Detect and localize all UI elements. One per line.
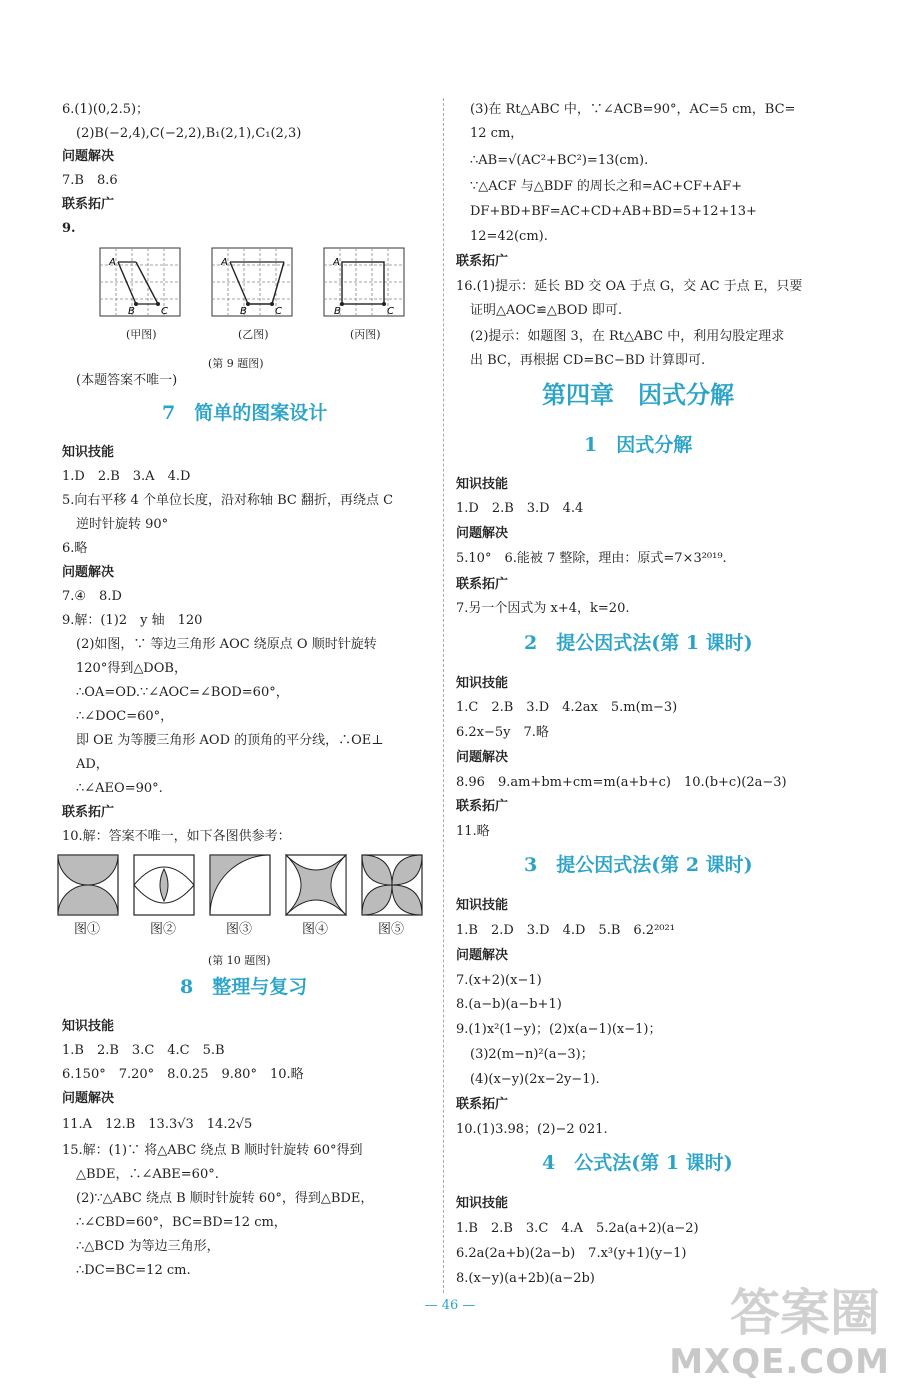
answer-5: 5.向右平移 4 个单位长度，沿对称轴 BC 翻折，再绕点 C [62, 493, 394, 508]
answer-15-part3-l4: ∵△ACF 与△BDF 的周长之和=AC+CF+AF+ [470, 179, 743, 194]
answer-r3-9-l3: (4)(x−y)(2x−2y−1). [470, 1072, 600, 1087]
answer-9-part2: (2)如图，∵ 等边三角形 AOC 绕原点 O 顺时针旋转 [76, 637, 377, 652]
fig9-label-jia: (甲图) [126, 328, 157, 341]
answer-16-l4: 出 BC，再根据 CD=BC−BD 计算即可. [470, 353, 706, 368]
answer-9-line4: ∴OA=OD.∵∠AOC=∠BOD=60°， [76, 685, 289, 700]
heading-knowledge-2: 知识技能 [62, 1019, 115, 1034]
answer-r2-11: 11.略 [456, 824, 490, 839]
svg-text:A: A [109, 257, 116, 268]
watermark-url: MXQE.COM [669, 1342, 890, 1382]
answer-15-part3-l6: 12=42(cm). [470, 229, 548, 244]
answers-r4-1-5: 1.B 2.B 3.C 4.A 5.2a(a+2)(a−2) [456, 1221, 699, 1236]
heading-problem-solving: 问题解决 [62, 149, 115, 164]
section-4-title: 4 公式法(第 1 课时) [542, 1152, 733, 1174]
pattern-2 [134, 855, 194, 915]
answer-9-line6: 即 OE 为等腰三角形 AOD 的顶角的平分线，∴OE⊥ [76, 733, 384, 748]
heading-knowledge: 知识技能 [62, 445, 115, 460]
pattern-3 [210, 855, 270, 915]
section-3-title: 3 提公因式法(第 2 课时) [524, 854, 753, 876]
answer-10: 10.解：答案不唯一，如下各图供参考： [62, 829, 291, 844]
svg-text:A: A [333, 257, 340, 268]
page-number: — 46 — [424, 1298, 476, 1313]
fig10-label-1: 图① [74, 922, 101, 937]
section-8-title: 8 整理与复习 [180, 976, 308, 998]
answer-r3-8: 8.(a−b)(a−b+1) [456, 997, 562, 1012]
answer-r3-10: 10.(1)3.98；(2)−2 021. [456, 1122, 608, 1137]
answer-15-part3-l3: ∴AB=√(AC²+BC²)=13(cm). [470, 153, 649, 168]
section-2-title: 2 提公因式法(第 1 课时) [524, 632, 753, 654]
svg-text:B: B [128, 306, 135, 317]
heading-knowledge-r2: 知识技能 [456, 676, 509, 691]
heading-knowledge-r4: 知识技能 [456, 1196, 509, 1211]
section-1-title: 1 因式分解 [584, 434, 693, 456]
answers-1-5: 1.B 2.B 3.C 4.C 5.B [62, 1043, 225, 1058]
svg-text:C: C [161, 306, 168, 317]
svg-text:C: C [275, 306, 282, 317]
answer-9-line7: AD， [76, 757, 109, 772]
heading-problem-solving-r1: 问题解决 [456, 526, 509, 541]
answer-16-l2: 证明△AOC≌△BOD 即可. [470, 303, 623, 318]
answer-r-7: 7.另一个因式为 x+4，k=20. [456, 601, 630, 616]
fig10-caption: (第 10 题图) [208, 954, 271, 967]
grid-bing [324, 248, 404, 317]
answer-r3-9: 9.(1)x²(1−y)；(2)x(a−1)(x−1)； [456, 1022, 662, 1037]
answer-6-part2: (2)B(−2,4),C(−2,2),B₁(2,1),C₁(2,3) [76, 126, 302, 141]
answer-16-l3: (2)提示：如题图 3，在 Rt△ABC 中，利用勾股定理求 [470, 329, 785, 344]
answer-15-line5: ∴△BCD 为等边三角形， [76, 1239, 220, 1254]
answer-9-line5: ∴∠DOC=60°， [76, 709, 174, 724]
answers-r2-8-10: 8.96 9.am+bm+cm=m(a+b+c) 10.(b+c)(2a−3) [456, 775, 787, 790]
answer-15-line2: △BDE，∴∠ABE=60°. [76, 1167, 219, 1182]
answer-15-line3: (2)∵△ABC 绕点 B 顺时针旋转 60°，得到△BDE， [76, 1191, 374, 1206]
answers-r2-6-7: 6.2x−5y 7.略 [456, 725, 549, 740]
fig9-label-bing: (丙图) [350, 328, 381, 341]
heading-extension-r4: 联系拓广 [456, 1097, 509, 1112]
svg-text:A: A [221, 257, 228, 268]
answer-9-line3: 120°得到△DOB， [76, 661, 187, 676]
answers-1-4: 1.D 2.B 3.A 4.D [62, 469, 191, 484]
heading-problem-solving-r3: 问题解决 [456, 948, 509, 963]
heading-extension: 联系拓广 [62, 197, 115, 212]
fig9-caption: (第 9 题图) [208, 357, 264, 370]
answer-9-line8: ∴∠AEO=90°. [76, 781, 163, 796]
pattern-1 [58, 855, 118, 915]
answer-15-line4: ∴∠CBD=60°，BC=BD=12 cm， [76, 1215, 287, 1230]
fig10-label-3: 图③ [226, 922, 253, 937]
chapter-title: 第四章 因式分解 [542, 380, 734, 409]
answer-15-part3-l5: DF+BD+BF=AC+CD+AB+BD=5+12+13+ [470, 204, 757, 219]
answers-7-8: 7.B 8.6 [62, 173, 118, 188]
pattern-5 [362, 855, 422, 915]
answer-r3-9-l2: (3)2(m−n)²(a−3)； [470, 1047, 594, 1062]
answer-15-part3-l2: 12 cm， [470, 126, 524, 141]
answer-6b: 6.略 [62, 541, 88, 556]
answer-5-cont: 逆时针旋转 90° [76, 517, 169, 532]
heading-extension-r3: 联系拓广 [456, 799, 509, 814]
figure-10-patterns [56, 853, 436, 918]
grid-jia [100, 248, 180, 317]
grid-yi [212, 248, 292, 317]
answer-9: 9.解：(1)2 y 轴 120 [62, 613, 203, 628]
column-divider [443, 98, 444, 1293]
section-7-title: 7 简单的图案设计 [162, 402, 328, 424]
answers-11-14: 11.A 12.B 13.3√3 14.2√5 [62, 1117, 253, 1132]
fig10-label-2: 图② [150, 922, 177, 937]
svg-text:B: B [334, 306, 341, 317]
fig9-label-yi: (乙图) [238, 328, 269, 341]
answers-r2-1-5: 1.C 2.B 3.D 4.2ax 5.m(m−3) [456, 700, 678, 715]
svg-text:C: C [387, 306, 394, 317]
watermark-logo: 答案圈 [730, 1284, 880, 1342]
pattern-4 [286, 855, 346, 915]
answers-r3-1-6: 1.B 2.D 3.D 4.D 5.B 6.2²⁰²¹ [456, 923, 675, 938]
answer-15: 15.解：(1)∵ 将△ABC 绕点 B 顺时针旋转 60°得到 [62, 1143, 363, 1158]
answers-6-10: 6.150° 7.20° 8.0.25 9.80° 10.略 [62, 1067, 304, 1082]
answer-r3-7: 7.(x+2)(x−1) [456, 973, 542, 988]
heading-extension-r2: 联系拓广 [456, 577, 509, 592]
fig10-label-5: 图⑤ [378, 922, 405, 937]
answers-r-5-6: 5.10° 6.能被 7 整除，理由：原式=7×3²⁰¹⁹. [456, 551, 727, 566]
heading-problem-solving-3: 问题解决 [62, 1091, 115, 1106]
answer-r4-8: 8.(x−y)(a+2b)(a−2b) [456, 1271, 595, 1286]
answer-16: 16.(1)提示：延长 BD 交 OA 于点 G，交 AC 于点 E，只要 [456, 279, 803, 294]
heading-extension-2: 联系拓广 [62, 805, 115, 820]
heading-extension-r1: 联系拓广 [456, 254, 509, 269]
svg-text:B: B [240, 306, 247, 317]
answer-15-part3: (3)在 Rt△ABC 中，∵∠ACB=90°，AC=5 cm，BC= [470, 102, 796, 117]
answer-6: 6.(1)(0,2.5)； [62, 102, 150, 117]
heading-problem-solving-2: 问题解决 [62, 565, 115, 580]
answers-r4-6-7: 6.2a(2a+b)(2a−b) 7.x³(y+1)(y−1) [456, 1246, 687, 1261]
question-9-label: 9. [62, 221, 76, 236]
fig10-label-4: 图④ [302, 922, 329, 937]
heading-knowledge-r1: 知识技能 [456, 477, 509, 492]
note-not-unique: (本题答案不唯一) [76, 373, 178, 388]
heading-knowledge-r3: 知识技能 [456, 898, 509, 913]
answers-7-8b: 7.④ 8.D [62, 589, 122, 604]
answer-15-line6: ∴DC=BC=12 cm. [76, 1263, 191, 1278]
heading-problem-solving-r2: 问题解决 [456, 750, 509, 765]
answers-r-1-4: 1.D 2.B 3.D 4.4 [456, 501, 584, 516]
